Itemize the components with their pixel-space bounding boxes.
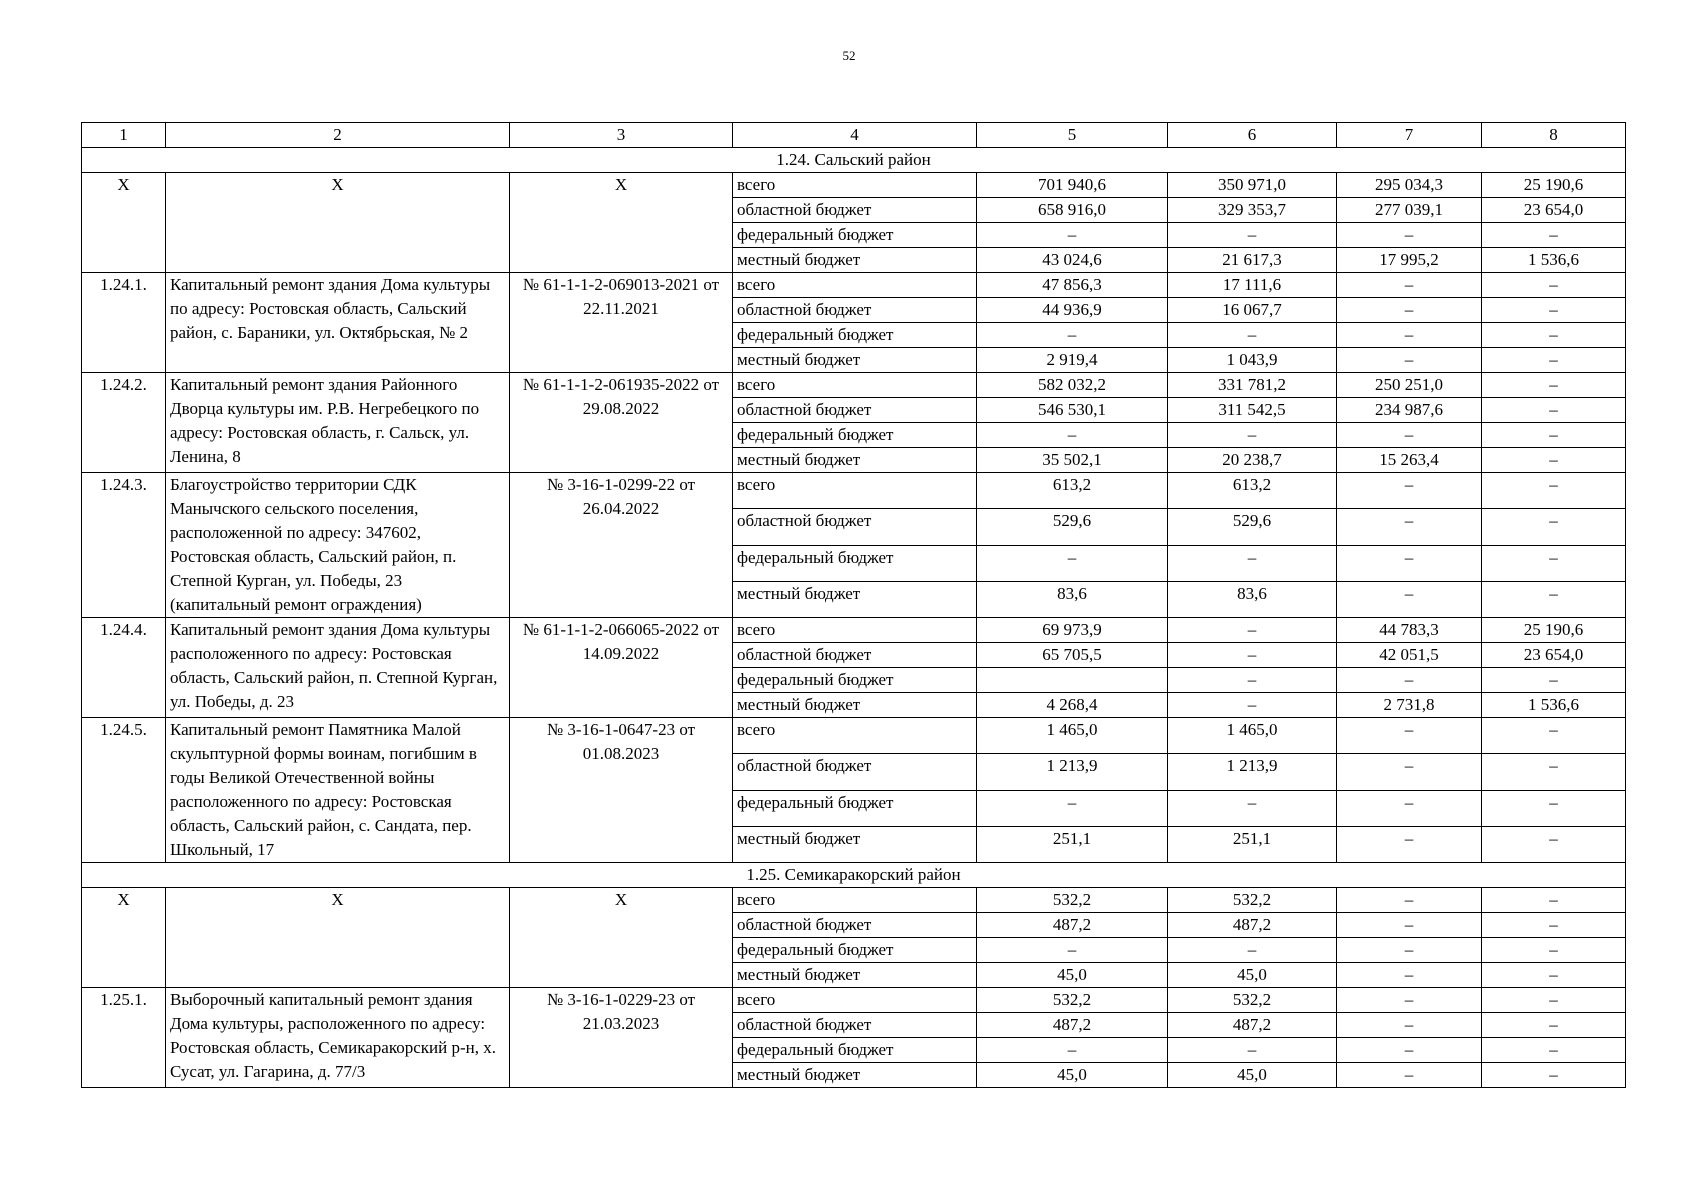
value-col-8: –	[1482, 963, 1626, 988]
value-col-5: 47 856,3	[977, 273, 1168, 298]
value-col-8: –	[1482, 398, 1626, 423]
budget-label: федеральный бюджет	[733, 790, 977, 826]
value-col-8: 23 654,0	[1482, 643, 1626, 668]
value-col-6: 17 111,6	[1168, 273, 1337, 298]
value-col-7: –	[1337, 938, 1482, 963]
value-col-6: 83,6	[1168, 581, 1337, 617]
value-col-7: –	[1337, 273, 1482, 298]
item-number: 1.24.2.	[82, 373, 166, 473]
value-col-5: 69 973,9	[977, 618, 1168, 643]
budget-label: всего	[733, 988, 977, 1013]
value-col-6: 45,0	[1168, 1063, 1337, 1088]
value-col-6: 613,2	[1168, 473, 1337, 509]
value-col-7: 295 034,3	[1337, 173, 1482, 198]
value-col-8: 1 536,6	[1482, 248, 1626, 273]
value-col-6: 311 542,5	[1168, 398, 1337, 423]
value-col-5: 1 465,0	[977, 718, 1168, 754]
budget-label: областной бюджет	[733, 913, 977, 938]
budget-label: всего	[733, 273, 977, 298]
value-col-8: –	[1482, 1013, 1626, 1038]
value-col-5: 2 919,4	[977, 348, 1168, 373]
item-description: Капитальный ремонт Памятника Малой скульптурной формы воинам, погибшим в годы Великой Отечественной войны расположенного по адресу: Ростовская область, Сальский район, с. Сандата, пер. Школьный, 17	[166, 718, 510, 863]
item-number: Х	[82, 173, 166, 273]
value-col-7: –	[1337, 323, 1482, 348]
header-cell: 4	[733, 123, 977, 148]
value-col-8: 25 190,6	[1482, 618, 1626, 643]
value-col-8: –	[1482, 223, 1626, 248]
value-col-5: 251,1	[977, 826, 1168, 862]
value-col-5: 43 024,6	[977, 248, 1168, 273]
value-col-7: –	[1337, 545, 1482, 581]
header-cell: 5	[977, 123, 1168, 148]
value-col-8: –	[1482, 323, 1626, 348]
value-col-5: –	[977, 1038, 1168, 1063]
value-col-7: –	[1337, 888, 1482, 913]
value-col-6: –	[1168, 790, 1337, 826]
item-description: Капитальный ремонт здания Районного Дворца культуры им. Р.В. Негребецкого по адресу: Ростовская область, г. Сальск, ул. Ленина, 8	[166, 373, 510, 473]
value-col-7: –	[1337, 790, 1482, 826]
table-row	[82, 618, 1626, 643]
value-col-7: –	[1337, 423, 1482, 448]
item-description: Выборочный капитальный ремонт здания Дома культуры, расположенного по адресу: Ростовская область, Семикаракорский р-н, х. Сусат, ул. Гагарина, д. 77/3	[166, 988, 510, 1088]
budget-label: местный бюджет	[733, 1063, 977, 1088]
item-number: Х	[82, 888, 166, 988]
value-col-7: 2 731,8	[1337, 693, 1482, 718]
item-document: № 3-16-1-0647-23 от 01.08.2023	[510, 718, 733, 863]
budget-label: областной бюджет	[733, 1013, 977, 1038]
value-col-5: 613,2	[977, 473, 1168, 509]
value-col-5: –	[977, 223, 1168, 248]
value-col-7: –	[1337, 963, 1482, 988]
value-col-8: 25 190,6	[1482, 173, 1626, 198]
value-col-7: –	[1337, 1013, 1482, 1038]
value-col-6: 21 617,3	[1168, 248, 1337, 273]
value-col-6: –	[1168, 618, 1337, 643]
value-col-5: 532,2	[977, 988, 1168, 1013]
budget-label: федеральный бюджет	[733, 423, 977, 448]
item-document: № 3-16-1-0229-23 от 21.03.2023	[510, 988, 733, 1088]
item-document: № 3-16-1-0299-22 от 26.04.2022	[510, 473, 733, 618]
value-col-5: 1 213,9	[977, 754, 1168, 790]
value-col-5: 45,0	[977, 963, 1168, 988]
value-col-8: –	[1482, 938, 1626, 963]
value-col-8: –	[1482, 826, 1626, 862]
value-col-5: 35 502,1	[977, 448, 1168, 473]
item-document: № 61-1-1-2-066065-2022 от 14.09.2022	[510, 618, 733, 718]
value-col-7: –	[1337, 581, 1482, 617]
value-col-6: –	[1168, 1038, 1337, 1063]
value-col-8: –	[1482, 545, 1626, 581]
value-col-7: 234 987,6	[1337, 398, 1482, 423]
budget-label: федеральный бюджет	[733, 938, 977, 963]
value-col-7: 15 263,4	[1337, 448, 1482, 473]
value-col-8: –	[1482, 913, 1626, 938]
value-col-8: –	[1482, 473, 1626, 509]
value-col-6: 487,2	[1168, 913, 1337, 938]
value-col-6: 1 465,0	[1168, 718, 1337, 754]
budget-label: всего	[733, 373, 977, 398]
value-col-6: 45,0	[1168, 963, 1337, 988]
item-number: 1.24.5.	[82, 718, 166, 863]
value-col-7: 277 039,1	[1337, 198, 1482, 223]
value-col-7: –	[1337, 668, 1482, 693]
value-col-7: 17 995,2	[1337, 248, 1482, 273]
value-col-7: –	[1337, 826, 1482, 862]
value-col-5: 83,6	[977, 581, 1168, 617]
value-col-6: 487,2	[1168, 1013, 1337, 1038]
value-col-7: 44 783,3	[1337, 618, 1482, 643]
value-col-8: –	[1482, 988, 1626, 1013]
budget-label: областной бюджет	[733, 509, 977, 545]
budget-label: федеральный бюджет	[733, 1038, 977, 1063]
budget-label: федеральный бюджет	[733, 223, 977, 248]
value-col-5: –	[977, 790, 1168, 826]
budget-label: федеральный бюджет	[733, 545, 977, 581]
value-col-5: 44 936,9	[977, 298, 1168, 323]
value-col-6: 532,2	[1168, 888, 1337, 913]
value-col-6: 532,2	[1168, 988, 1337, 1013]
item-number: 1.24.1.	[82, 273, 166, 373]
value-col-6: 529,6	[1168, 509, 1337, 545]
value-col-8: –	[1482, 754, 1626, 790]
item-description: Капитальный ремонт здания Дома культуры по адресу: Ростовская область, Сальский район, с. Бараники, ул. Октябрьская, № 2	[166, 273, 510, 373]
table-row	[82, 888, 1626, 913]
value-col-8: –	[1482, 581, 1626, 617]
value-col-5: –	[977, 323, 1168, 348]
value-col-7: –	[1337, 509, 1482, 545]
value-col-7: –	[1337, 988, 1482, 1013]
item-number: 1.24.3.	[82, 473, 166, 618]
value-col-6: 350 971,0	[1168, 173, 1337, 198]
header-row	[82, 123, 1626, 148]
budget-label: федеральный бюджет	[733, 668, 977, 693]
value-col-7: –	[1337, 473, 1482, 509]
table-row	[82, 718, 1626, 754]
item-description: Х	[166, 888, 510, 988]
value-col-8: –	[1482, 790, 1626, 826]
section-title-row	[82, 863, 1626, 888]
value-col-5: 487,2	[977, 913, 1168, 938]
item-description: Благоустройство территории СДК Манычского сельского поселения, расположенной по адресу: 347602, Ростовская область, Сальский район, п. Степной Курган, ул. Победы, 23 (капитальный ремонт ограждения)	[166, 473, 510, 618]
table-row	[82, 173, 1626, 198]
budget-label: местный бюджет	[733, 963, 977, 988]
header-cell: 8	[1482, 123, 1626, 148]
budget-label: местный бюджет	[733, 448, 977, 473]
table-body	[82, 123, 1626, 1088]
value-col-8: –	[1482, 888, 1626, 913]
value-col-8: –	[1482, 298, 1626, 323]
value-col-6: 331 781,2	[1168, 373, 1337, 398]
budget-label: всего	[733, 618, 977, 643]
value-col-5: 546 530,1	[977, 398, 1168, 423]
value-col-6: 251,1	[1168, 826, 1337, 862]
section-title: 1.25. Семикаракорский район	[82, 863, 1626, 888]
header-cell: 2	[166, 123, 510, 148]
page-number: 52	[842, 48, 856, 63]
table-row	[82, 473, 1626, 509]
value-col-6: 16 067,7	[1168, 298, 1337, 323]
budget-label: местный бюджет	[733, 826, 977, 862]
budget-label: всего	[733, 888, 977, 913]
budget-label: местный бюджет	[733, 581, 977, 617]
value-col-5: 701 940,6	[977, 173, 1168, 198]
table-row	[82, 273, 1626, 298]
item-description: Х	[166, 173, 510, 273]
value-col-5: 45,0	[977, 1063, 1168, 1088]
value-col-5: –	[977, 423, 1168, 448]
value-col-8: –	[1482, 423, 1626, 448]
budget-label: областной бюджет	[733, 198, 977, 223]
value-col-5: –	[977, 545, 1168, 581]
budget-label: местный бюджет	[733, 693, 977, 718]
value-col-7: –	[1337, 1038, 1482, 1063]
budget-label: местный бюджет	[733, 248, 977, 273]
value-col-5: 4 268,4	[977, 693, 1168, 718]
value-col-5: 658 916,0	[977, 198, 1168, 223]
item-document: Х	[510, 888, 733, 988]
value-col-7: –	[1337, 348, 1482, 373]
budget-label: всего	[733, 718, 977, 754]
value-col-8: –	[1482, 273, 1626, 298]
table-row	[82, 988, 1626, 1013]
budget-label: областной бюджет	[733, 754, 977, 790]
budget-label: областной бюджет	[733, 398, 977, 423]
item-document: № 61-1-1-2-061935-2022 от 29.08.2022	[510, 373, 733, 473]
value-col-8: –	[1482, 718, 1626, 754]
value-col-6: –	[1168, 668, 1337, 693]
value-col-8: –	[1482, 509, 1626, 545]
header-cell: 7	[1337, 123, 1482, 148]
value-col-6: 1 213,9	[1168, 754, 1337, 790]
header-cell: 6	[1168, 123, 1337, 148]
value-col-7: –	[1337, 298, 1482, 323]
value-col-7: –	[1337, 1063, 1482, 1088]
section-title: 1.24. Сальский район	[82, 148, 1626, 173]
budget-label: областной бюджет	[733, 643, 977, 668]
value-col-8: –	[1482, 373, 1626, 398]
value-col-6: 1 043,9	[1168, 348, 1337, 373]
value-col-8: 23 654,0	[1482, 198, 1626, 223]
header-cell: 1	[82, 123, 166, 148]
value-col-6: –	[1168, 223, 1337, 248]
section-title-row	[82, 148, 1626, 173]
value-col-5: 532,2	[977, 888, 1168, 913]
value-col-6: –	[1168, 643, 1337, 668]
budget-label: всего	[733, 173, 977, 198]
value-col-7: –	[1337, 223, 1482, 248]
value-col-7: –	[1337, 754, 1482, 790]
item-document: № 61-1-1-2-069013-2021 от 22.11.2021	[510, 273, 733, 373]
value-col-5: –	[977, 938, 1168, 963]
value-col-7: 250 251,0	[1337, 373, 1482, 398]
value-col-7: –	[1337, 913, 1482, 938]
item-document: Х	[510, 173, 733, 273]
value-col-8: –	[1482, 348, 1626, 373]
value-col-8: –	[1482, 1063, 1626, 1088]
budget-table	[81, 122, 1626, 1088]
value-col-8: 1 536,6	[1482, 693, 1626, 718]
value-col-6: –	[1168, 545, 1337, 581]
value-col-6: –	[1168, 693, 1337, 718]
table-row	[82, 373, 1626, 398]
value-col-8: –	[1482, 448, 1626, 473]
value-col-8: –	[1482, 668, 1626, 693]
value-col-6: 329 353,7	[1168, 198, 1337, 223]
budget-label: областной бюджет	[733, 298, 977, 323]
value-col-7: –	[1337, 718, 1482, 754]
value-col-6: –	[1168, 423, 1337, 448]
header-cell: 3	[510, 123, 733, 148]
item-number: 1.24.4.	[82, 618, 166, 718]
item-number: 1.25.1.	[82, 988, 166, 1088]
value-col-5	[977, 668, 1168, 693]
value-col-7: 42 051,5	[1337, 643, 1482, 668]
value-col-6: 20 238,7	[1168, 448, 1337, 473]
value-col-5: 529,6	[977, 509, 1168, 545]
budget-label: всего	[733, 473, 977, 509]
value-col-6: –	[1168, 323, 1337, 348]
value-col-5: 65 705,5	[977, 643, 1168, 668]
value-col-5: 487,2	[977, 1013, 1168, 1038]
value-col-8: –	[1482, 1038, 1626, 1063]
budget-label: местный бюджет	[733, 348, 977, 373]
value-col-6: –	[1168, 938, 1337, 963]
budget-label: федеральный бюджет	[733, 323, 977, 348]
value-col-5: 582 032,2	[977, 373, 1168, 398]
item-description: Капитальный ремонт здания Дома культуры расположенного по адресу: Ростовская область, Сальский район, п. Степной Курган, ул. Победы, д. 23	[166, 618, 510, 718]
